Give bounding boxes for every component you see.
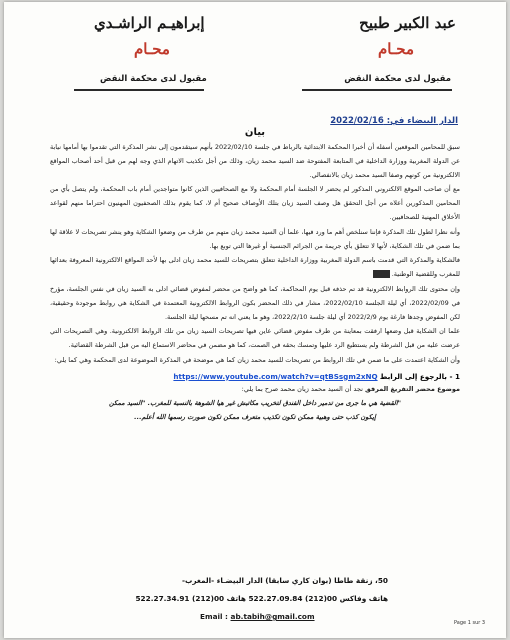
email-address[interactable]: ab.tabih@gmail.com bbox=[230, 612, 315, 621]
paragraph-3: وأنه نظرا لطول تلك المذكرة فإننا سنلخص أهم ما ورد فيها، علما أن السيد محمد زيان متهم من طرف من وضعوا الشكاية وهو ينشر تصريحات لا علاقة لها بما ضمن في تلك الشكاية، لأنها لا تتعلق بأي جريمة من الجرائم الجنسية أو غيرها التي توبع بها. bbox=[50, 227, 460, 250]
paragraph-2: مع أن صاحب الموقع الالكتروني المذكور لم يحضر لا الجلسة أمام المحكمة ولا مع الصحافيين الذين كانوا متواجدين أمام باب المحكمة، ولم يتصل بأي من المحامين المذكورين أعلاه من أجل التحقق هل وصف السيد زيان بتلك الأوصاف صحيح أم لا، كما يقوم بذلك الصحفيون المهنيون احتراما منهم لقواعد الأخلاق المهنية للصحافيين. bbox=[50, 185, 460, 221]
left-lawyer-court: مقبول لدى محكمة النقض bbox=[100, 74, 207, 84]
left-header-rule bbox=[74, 89, 204, 91]
paragraph-4 bbox=[50, 254, 460, 282]
document-title: بيان bbox=[244, 127, 266, 138]
paragraph-4-text: فالشكاية والمذكرة التي قدمت باسم الدولة المغربية ووزارة الداخلية تتعلق بتصريحات للسيد محمد زيان ادلى بها لأحد المواقع الالكترونية المعروفة بعدائها للمغرب وللقضية الوطنية. bbox=[50, 256, 460, 279]
paragraph-5: وإن محتوى تلك الروابط الالكترونية قد تم حذفه قبل يوم المحاكمة، كما هو واضح من محضر لمفوض قضائي ادلى به السيد زيان في نفس الجلسة، مؤرخ في 2022/02/09، أي ليلة الجلسة 2022/02/10، مشار في ذلك المحضر بكون الروابط الالكترونية المعتمدة في الشكاية هي روابط موجودة وحقيقية، لكن المفوض وجدها فارغة يوم 2022/2/9 أي ليلة جلسة 2022/2/10، وهو ما يعني انه تم مسحها ليلة الجلسة. bbox=[50, 284, 460, 321]
footer-phones: هاتف وفاكس 00(212) 522.27.09.84 هاتف 00(212) 522.27.34.91 bbox=[135, 594, 388, 603]
footer-address: 50، زنقة طاطا (بوان كاري سابقا) الدار البيضـاء -المغرب- bbox=[181, 576, 388, 585]
quote-line-1: "القضية هي ما جرى من تدمير داخل الفندق لتخريب مكاتبش غير هيا الشوهة بالنسبة للمغرب. "السيد ممكن bbox=[108, 398, 402, 407]
document-body bbox=[50, 141, 460, 425]
link-prefix: 1 - بالرجوع إلى الرابط bbox=[379, 371, 460, 381]
paragraph-6: علما ان الشكاية قبل وضعها ارفقت بمعاينة من طرف مفوض قضائي عاين فيها تصريحات السيد زيان من تلك الروابط الالكترونية. وهي التصريحات التي عرضت عليه من قبل الشرطة ولم يستطيع الرد عليها وتمسك بحقه في الصمت، كما هو مضمن في محاضر الاستماع اليه من قبل الشرطة القضائية. bbox=[50, 327, 460, 350]
right-header-rule bbox=[302, 89, 452, 91]
left-lawyer-name: إبراهيـم الراشـدي bbox=[94, 14, 205, 32]
footer-email bbox=[200, 612, 315, 621]
paragraph-7: وأن الشكاية اعتمدت على ما ضمن في تلك الروابط من تصريحات للسيد محمد زيان كما هي موضحة في المذكرة الموضوعة لدى المحكمة وهي كما يلي: bbox=[54, 355, 460, 364]
left-lawyer-title: محـام bbox=[134, 40, 170, 58]
email-label: Email : bbox=[200, 612, 228, 621]
right-lawyer-name: عبد الكبير طبيح bbox=[359, 14, 456, 32]
document-page bbox=[4, 2, 506, 638]
page-number: Page 1 sur 3 bbox=[454, 620, 486, 626]
place-date: الدار البيضاء في: 2022/02/16 bbox=[330, 116, 458, 126]
right-lawyer-court: مقبول لدى محكمة النقض bbox=[344, 74, 451, 84]
highlight-mark bbox=[373, 270, 389, 278]
report-label: موضوع محضر التفريغ المرفق bbox=[365, 384, 460, 393]
right-lawyer-title: محـام bbox=[378, 40, 414, 58]
report-rest: نجد أن السيد محمد زيان محمد صرح بما يلي: bbox=[241, 384, 363, 393]
link-item bbox=[50, 370, 460, 383]
paragraph-1: سبق للمحامين الموقعين أسفله أن أخبرا المحكمة الابتدائية بالرباط في جلسة 2022/02/10 بأنهم سيتقدمون إلى نشر المذكرة التي تقدموا بها أمامها نيابة عن الدولة المغربية ووزارة الداخلية في المتابعة المفتوحة ضد السيد محمد زيان، وذلك من أجل تكذيب الاتهام الذي وجه لهم من قبل أحد أصحاب المواقع الالكترونية من كونهم وصفا السيد محمد زيان بالانفصالي. bbox=[50, 143, 460, 179]
youtube-link[interactable]: https://www.youtube.com/watch?v=qtBSsgm2xNQ bbox=[173, 371, 378, 381]
report-line bbox=[50, 383, 460, 396]
quote-line-2: إيكون كذب حتى وهبية ممكن تكون تكذيب متعرف ممكن تكون صورت رسمها الله أعلم... bbox=[134, 412, 376, 421]
